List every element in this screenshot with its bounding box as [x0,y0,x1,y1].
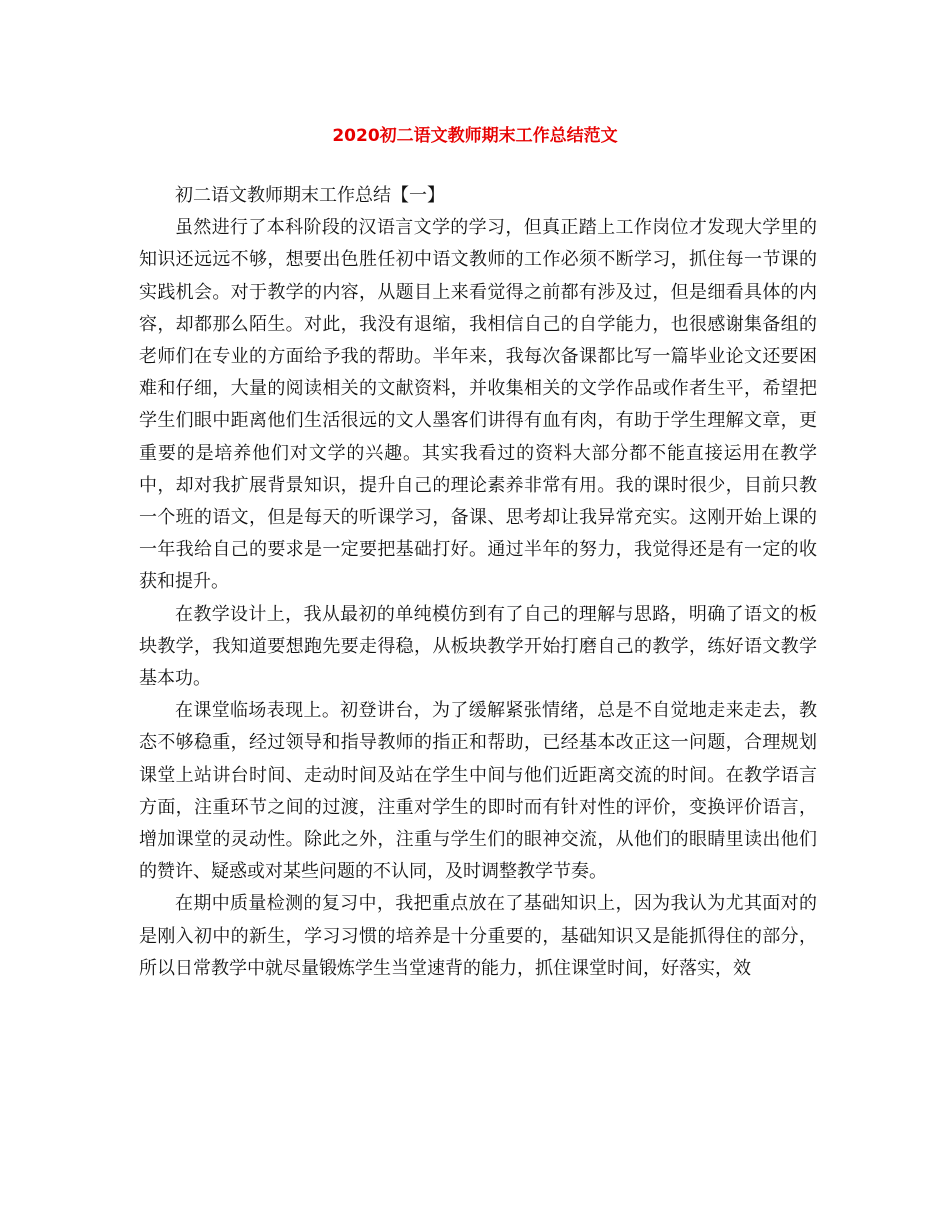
body-paragraph: 在课堂临场表现上。初登讲台，为了缓解紧张情绪，总是不自觉地走来走去，教态不够稳重，经过领导和指导教师的指正和帮助，已经基本改正这一问题，合理规划课堂上站讲台时间、走动时间及站在学生中间与他们近距离交流的时间。在教学语言方面，注重环节之间的过渡，注重对学生的即时而有针对性的评价，变换评价语言，增加课堂的灵动性。除此之外，注重与学生们的眼神交流，从他们的眼睛里读出他们的赞许、疑惑或对某些问题的不认同，及时调整教学节奏。 [139,700,817,883]
document-body [139,180,817,985]
body-paragraph: 在期中质量检测的复习中，我把重点放在了基础知识上，因为我认为尤其面对的是刚入初中的新生，学习习惯的培养是十分重要的，基础知识又是能抓得住的部分，所以日常教学中就尽量锻炼学生当堂速背的能力，抓住课堂时间，好落实，效 [139,893,817,979]
body-paragraph: 虽然进行了本科阶段的汉语言文学的学习，但真正踏上工作岗位才发现大学里的知识还远远不够，想要出色胜任初中语文教师的工作必须不断学习，抓住每一节课的实践机会。对于教学的内容，从题目上来看觉得之前都有涉及过，但是细看具体的内容，却都那么陌生。对此，我没有退缩，我相信自己的自学能力，也很感谢集备组的老师们在专业的方面给予我的帮助。半年来，我每次备课都比写一篇毕业论文还要困难和仔细，大量的阅读相关的文献资料，并收集相关的文学作品或作者生平，希望把学生们眼中距离他们生活很远的文人墨客们讲得有血有肉，有助于学生理解文章，更重要的是培养他们对文学的兴趣。其实我看过的资料大部分都不能直接运用在教学中，却对我扩展背景知识，提升自己的理论素养非常有用。我的课时很少，目前只教一个班的语文，但是每天的听课学习，备课、思考却让我异常充实。这刚开始上课的一年我给自己的要求是一定要把基础打好。通过半年的努力，我觉得还是有一定的收获和提升。 [139,217,817,593]
section-heading: 初二语文教师期末工作总结【一】 [175,185,445,206]
body-paragraph: 在教学设计上，我从最初的单纯模仿到有了自己的理解与思路，明确了语文的板块教学，我知道要想跑先要走得稳，从板块教学开始打磨自己的教学，练好语文教学基本功。 [139,603,817,690]
document-title: 2020初二语文教师期末工作总结范文 [332,126,618,146]
